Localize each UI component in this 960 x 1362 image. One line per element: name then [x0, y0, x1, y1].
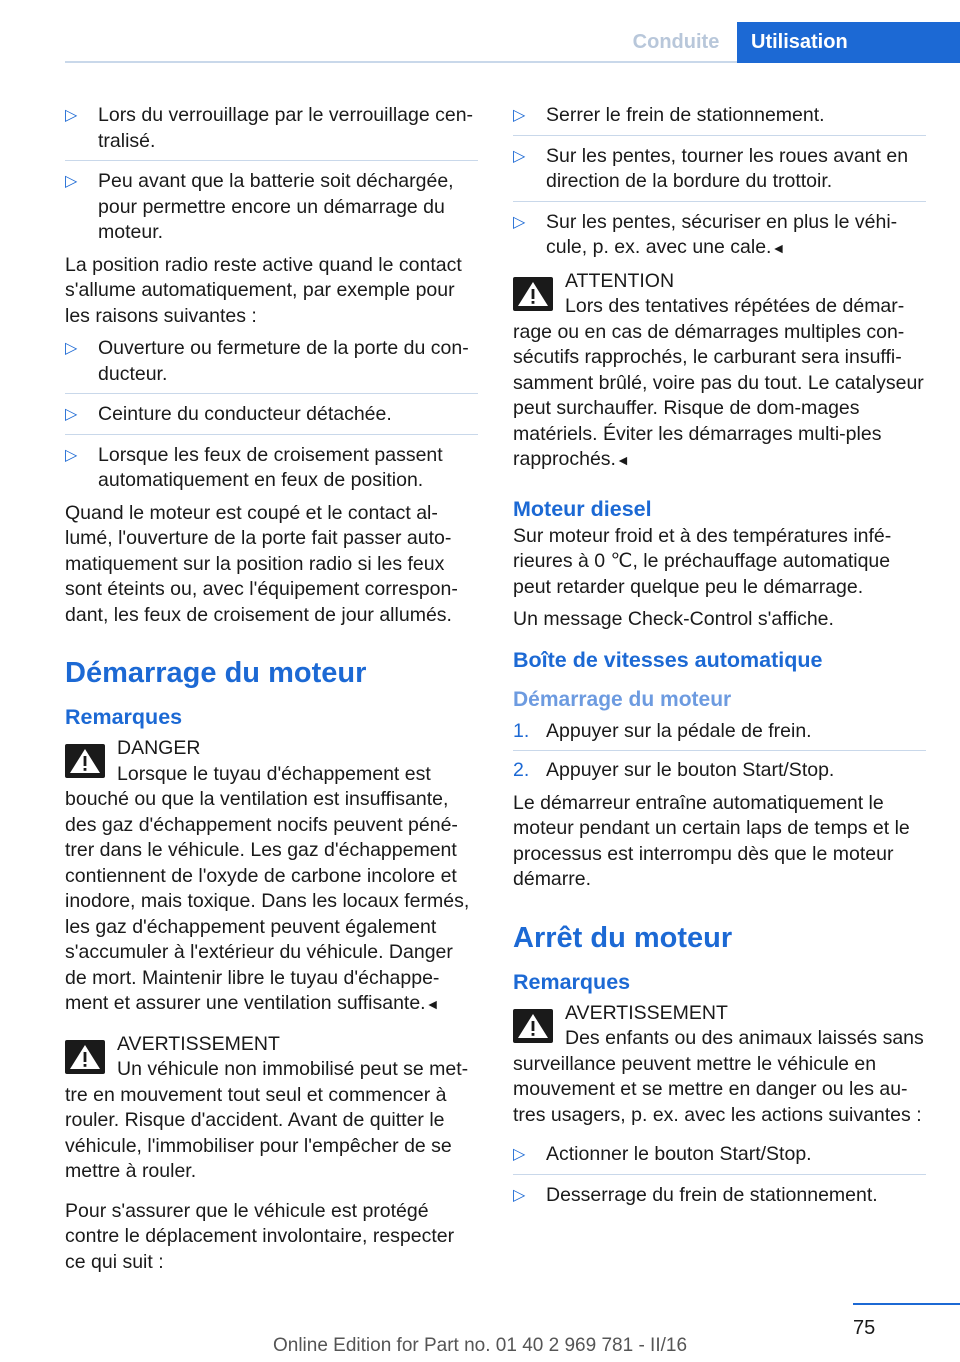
bullet-triangle-icon: ▷	[65, 173, 78, 190]
notice-body: Des enfants ou des animaux laissés sans surveillance peuvent mettre le véhicule en mouvement et se mettre en danger ou les au‐tres usagers, p. ex. avec les actions suivantes :	[513, 1027, 924, 1126]
step-item	[513, 719, 926, 752]
notice-title: DANGER	[117, 737, 201, 759]
paragraph: Un message Check-Control s'affiche.	[513, 608, 834, 630]
list-item-text: Sur les pentes, sécuriser en plus le véhi‐cule, p. ex. avec une cale.	[546, 210, 898, 258]
bullet-triangle-icon: ▷	[65, 107, 78, 124]
warning-triangle-icon	[513, 277, 553, 311]
paragraph: La position radio reste active quand le contact s'allume automatiquement, par exemple pour les raisons suivantes :	[65, 253, 462, 327]
list-item-text: Ouverture ou fermeture de la porte du con‐ducteur.	[98, 337, 469, 385]
list-item-text: Actionner le bouton Start/Stop.	[546, 1143, 812, 1165]
subsection-title: Remarques	[513, 969, 631, 994]
list-item	[513, 1142, 926, 1175]
tab-conduite[interactable]: Conduite	[632, 31, 720, 53]
warning-triangle-icon	[513, 1009, 553, 1043]
list-item-text: Serrer le frein de stationnement.	[546, 104, 825, 126]
bullet-triangle-icon: ▷	[65, 406, 78, 423]
list-item	[513, 144, 926, 202]
list-item	[513, 1183, 926, 1209]
bullet-triangle-icon: ▷	[65, 340, 78, 357]
list-item-text: Lors du verrouillage par le verrouillage cen‐tralisé.	[98, 104, 474, 152]
notice-title: AVERTISSEMENT	[117, 1032, 280, 1055]
notice-body: Lors des tentatives répétées de démar‐rage ou en cas de démarrages multiples con‐sécutifs rapprochés, le carburant sera insuffi‐samment brûlé, voire pas du tout. Le catalyseur peut surchauffer. Risque de dom‐mages matériels. Éviter les démarrages multi‐ples rapprochés.	[513, 295, 924, 470]
list-item	[65, 402, 478, 435]
list-item-text: Peu avant que la batterie soit déchargée, pour permettre encore un démarrage du moteur.	[98, 170, 454, 243]
paragraph: Sur moteur froid et à des températures infé‐rieures à 0 ℃, le préchauffage automatique peut retarder quelque peu le démarrage.	[513, 524, 892, 598]
step-text: Appuyer sur le bouton Start/Stop.	[546, 759, 835, 781]
warning-triangle-icon	[65, 1040, 105, 1074]
danger-notice	[65, 736, 478, 1018]
list-item-text: Sur les pentes, tourner les roues avant en direction de la bordure du trottoir.	[546, 144, 909, 192]
step-text: Appuyer sur la pédale de frein.	[546, 719, 812, 742]
notice-title: AVERTISSEMENT	[565, 1001, 728, 1024]
list-item-text: Desserrage du frein de stationnement.	[546, 1183, 878, 1206]
end-mark-icon: ◄	[425, 996, 440, 1012]
subsection-title: Moteur diesel	[513, 496, 652, 521]
notice-body: Un véhicule non immobilisé peut se met‐tre en mouvement tout seul et commencer à rouler. Risque d'accident. Avant de quitter le véhicule, l'immobiliser pour l'empêcher de se mettre à rouler.	[65, 1058, 469, 1182]
notice-body: Lorsque le tuyau d'échappement est bouché ou que la ventilation est insuffisante, des gaz d'échappement nocifs peuvent péné‐trer dans le véhicule. Les gaz d'échappement contiennent de l'oxyde de carbone incolore et inodore, mais toxique. Dans les locaux fermés, les gaz d'échappement peuvent également s'accumuler à l'extérieur du véhicule. Danger de mort. Maintenir libre le tuyau d'échappe‐ment et assurer une ventilation suffisante.	[65, 762, 470, 1014]
sub-subsection-title: Démarrage du moteur	[513, 687, 732, 711]
footer-rule	[853, 1303, 960, 1305]
bullet-triangle-icon: ▷	[513, 107, 526, 124]
step-number: 2.	[513, 759, 530, 781]
subsection-title: Boîte de vitesses automatique	[513, 647, 823, 672]
list-item	[513, 103, 926, 136]
edition-footer: Online Edition for Part no. 01 40 2 969 781 - II/16	[272, 1335, 688, 1356]
tab-utilisation[interactable]: Utilisation	[737, 22, 960, 63]
bullet-triangle-icon: ▷	[513, 1146, 526, 1163]
warning-notice	[513, 1001, 926, 1129]
paragraph: Quand le moteur est coupé et le contact al‐lumé, l'ouverture de la porte fait passer auto‐matiquement sur la position radio si les feux sont éteints ou, avec l'équipement correspon‐dant, les feux de croisement de jour allumés.	[65, 501, 458, 626]
bullet-triangle-icon: ▷	[65, 446, 78, 464]
subsection-title: Remarques	[65, 705, 183, 729]
page-number: 75	[853, 1317, 876, 1339]
list-item	[65, 103, 478, 161]
warning-notice	[65, 1032, 478, 1185]
bullet-triangle-icon: ▷	[513, 213, 526, 231]
paragraph: Pour s'assurer que le véhicule est protégé contre le déplacement involontaire, respecter ce qui suit :	[65, 1199, 455, 1273]
list-item	[513, 210, 926, 262]
step-number: 1.	[513, 719, 530, 742]
right-column	[513, 103, 926, 1215]
warning-triangle-icon	[65, 744, 105, 778]
section-title: Démarrage du moteur	[65, 657, 367, 689]
list-item	[65, 169, 478, 246]
paragraph: Le démarreur entraîne automatiquement le moteur pendant un certain laps de temps et le processus est interrompu dès que le moteur démarre.	[513, 791, 910, 890]
step-item	[513, 758, 926, 784]
left-column	[65, 103, 478, 1282]
end-mark-icon: ◄	[615, 452, 630, 468]
notice-title: ATTENTION	[565, 269, 675, 292]
list-item-text: Lorsque les feux de croisement passent automatiquement en feux de position.	[98, 443, 443, 491]
list-item-text: Ceinture du conducteur détachée.	[98, 403, 392, 425]
list-item	[65, 443, 478, 494]
bullet-triangle-icon: ▷	[513, 1186, 526, 1204]
section-title: Arrêt du moteur	[513, 921, 733, 954]
list-item	[65, 336, 478, 394]
end-mark-icon: ◄	[771, 240, 786, 256]
bullet-triangle-icon: ▷	[513, 147, 526, 165]
attention-notice	[513, 269, 926, 474]
